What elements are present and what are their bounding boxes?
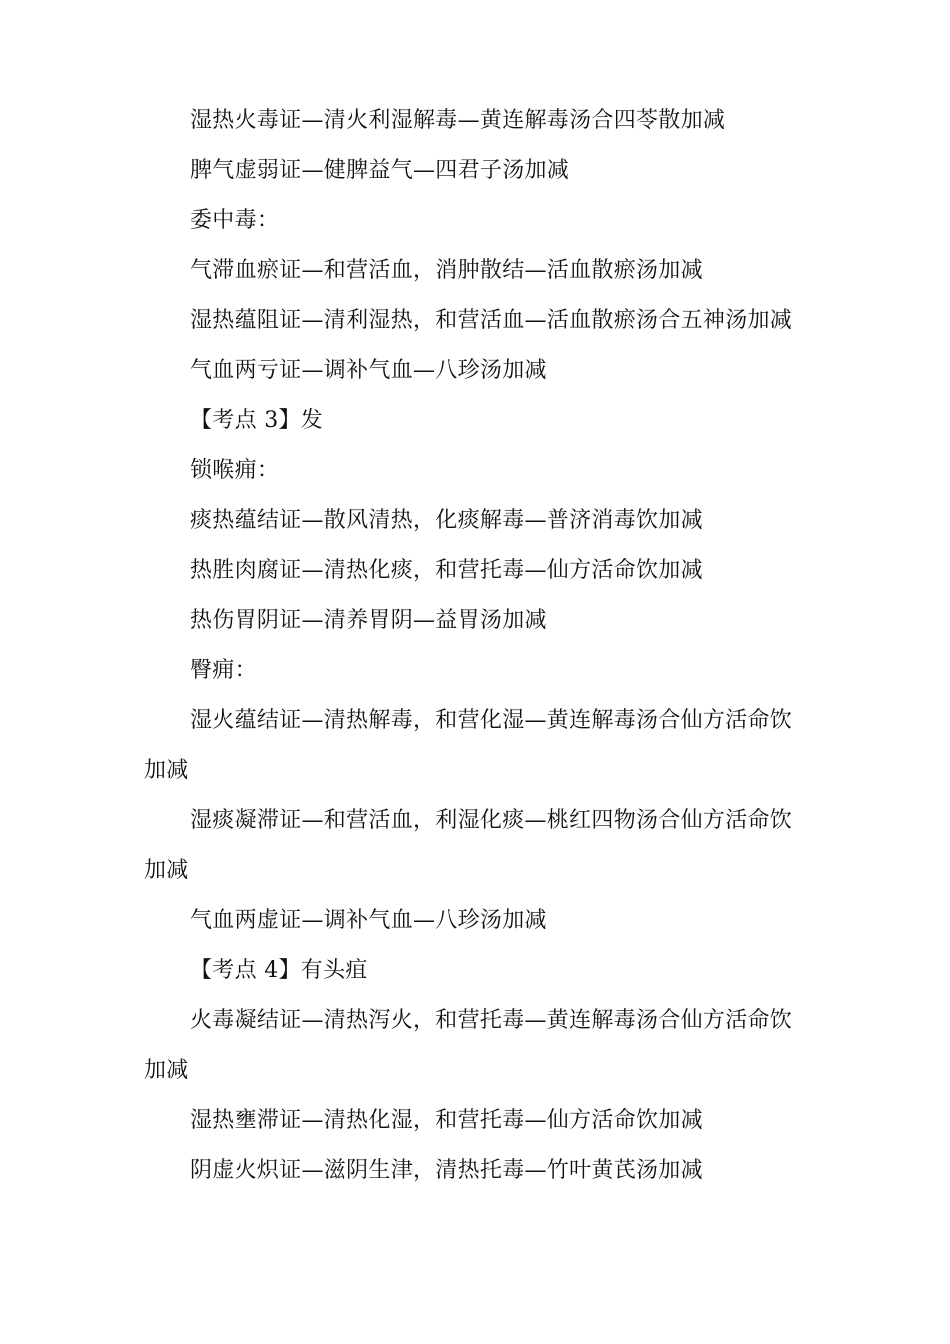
section-heading: 臀痈： bbox=[190, 658, 257, 683]
paragraph: 阴虚火炽证—滋阴生津，清热托毒—竹叶黄芪汤加减 bbox=[190, 1158, 703, 1183]
paragraph: 热伤胃阴证—清养胃阴—益胃汤加减 bbox=[190, 608, 547, 633]
section-heading: 委中毒： bbox=[190, 208, 280, 233]
paragraph: 热胜肉腐证—清热化痰，和营托毒—仙方活命饮加减 bbox=[190, 558, 703, 583]
paragraph: 湿热壅滞证—清热化湿，和营托毒—仙方活命饮加减 bbox=[190, 1108, 703, 1133]
paragraph: 痰热蕴结证—散风清热，化痰解毒—普济消毒饮加减 bbox=[190, 508, 703, 533]
paragraph: 湿火蕴结证—清热解毒，和营化湿—黄连解毒汤合仙方活命饮加减 bbox=[144, 708, 793, 783]
document-body bbox=[144, 96, 814, 1196]
paragraph: 湿热火毒证—清火利湿解毒—黄连解毒汤合四苓散加减 bbox=[190, 108, 726, 133]
section-heading: 【考点 3】发 bbox=[190, 408, 324, 433]
paragraph: 湿痰凝滞证—和营活血，利湿化痰—桃红四物汤合仙方活命饮加减 bbox=[144, 808, 793, 883]
paragraph: 气血两虚证—调补气血—八珍汤加减 bbox=[190, 908, 547, 933]
paragraph: 湿热蕴阻证—清利湿热，和营活血—活血散瘀汤合五神汤加减 bbox=[190, 308, 793, 333]
section-heading: 锁喉痈： bbox=[190, 458, 280, 483]
paragraph: 气滞血瘀证—和营活血，消肿散结—活血散瘀汤加减 bbox=[190, 258, 703, 283]
paragraph: 脾气虚弱证—健脾益气—四君子汤加减 bbox=[190, 158, 570, 183]
paragraph: 火毒凝结证—清热泻火，和营托毒—黄连解毒汤合仙方活命饮加减 bbox=[144, 1008, 793, 1083]
section-heading: 【考点 4】有头疽 bbox=[190, 958, 368, 983]
paragraph: 气血两亏证—调补气血—八珍汤加减 bbox=[190, 358, 547, 383]
